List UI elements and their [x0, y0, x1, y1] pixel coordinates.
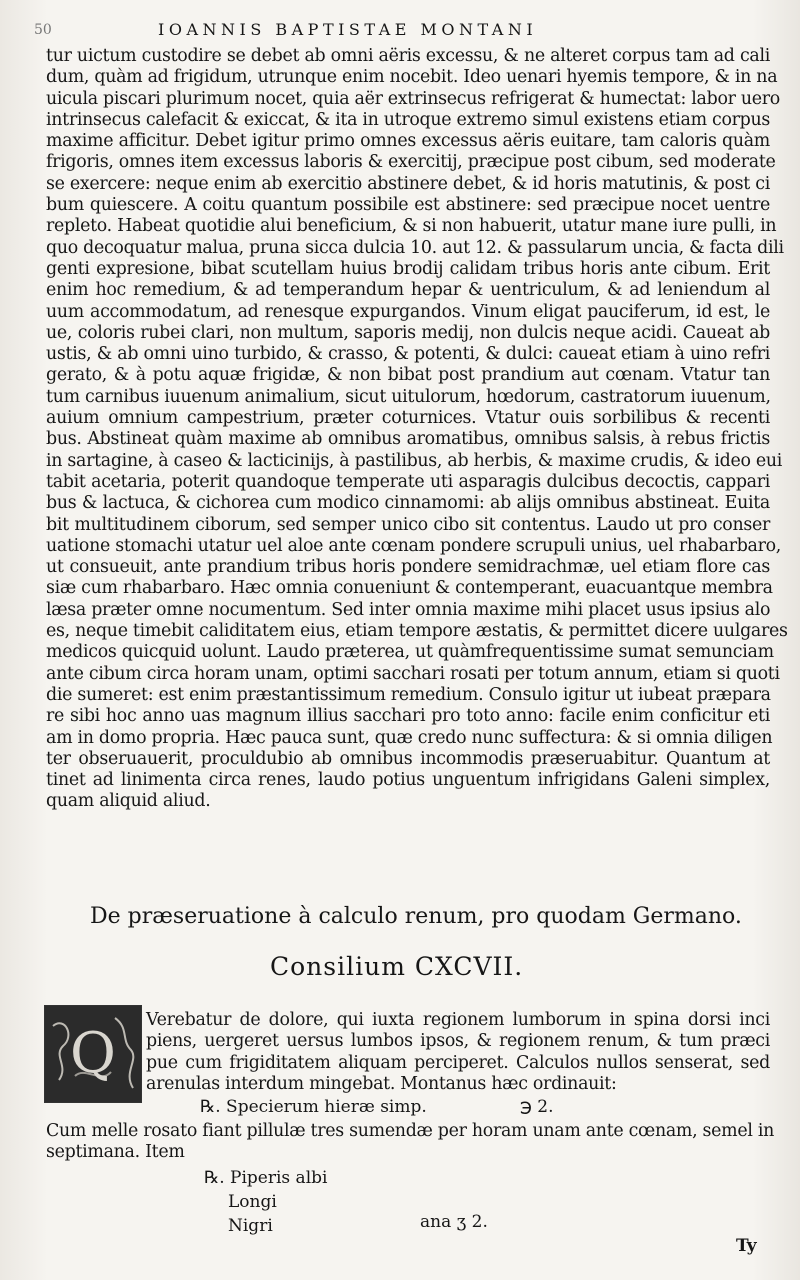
recipe-item: ℞. Piperis albi — [204, 1168, 328, 1188]
text-line: piens, uergeret uersus lumbos ipsos, & regionem renum, & tum præci — [146, 1031, 770, 1052]
running-head: IOANNIS BAPTISTAE MONTANI — [158, 20, 538, 39]
text-line: bus & lactuca, & cichorea cum modico cinnamomi: ab alijs omnibus abstineat. Euita — [46, 493, 770, 514]
text-line: bit multitudinem ciborum, sed semper unico cibo sit contentus. Laudo ut pro conser — [46, 514, 770, 535]
text-line: gerato, & à potu aquæ frigidæ, & non bibat post prandium aut cœnam. Vtatur tan — [46, 365, 770, 386]
text-line: frigoris, omnes item excessus laboris & exercitij, præcipue post cibum, sed moderate — [46, 152, 776, 173]
recipe-item: Longi — [228, 1192, 277, 1212]
text-line: auium omnium campestrium, præter coturnices. Vtatur ouis sorbilibus & recenti — [46, 408, 770, 429]
ornament-icon — [45, 1006, 141, 1102]
text-line: arenulas interdum mingebat. Montanus hæc ordinauit: — [146, 1073, 617, 1094]
recipe-list — [204, 1166, 327, 1238]
text-line: pue cum frigiditatem aliquam perciperet. Calculos nullos senserat, sed — [146, 1052, 770, 1073]
text-line: ue, coloris rubei clari, non multum, saporis medij, non dulcis neque acidi. Caueat ab — [46, 322, 770, 343]
recipe-dose: ana ʒ 2. — [420, 1212, 488, 1232]
main-text-block — [46, 46, 788, 813]
catchword: Ty — [736, 1236, 757, 1256]
text-line: septimana. Item — [46, 1142, 185, 1163]
text-line: uatione stomachi utatur uel aloe ante cœnam pondere scrupuli unius, uel rhabarbaro, — [46, 535, 782, 556]
text-line: ut consueuit, ante prandium tribus horis pondere semidrachmæ, uel etiam flore cas — [46, 557, 770, 578]
recipe-dose: ℈ 2. — [520, 1097, 554, 1117]
section-title: De præseruatione à calculo renum, pro quodam Germano. — [90, 904, 742, 929]
text-line: intrinsecus calefacit & exiccat, & ita in utroque extremo simul existens etiam corpus — [46, 109, 770, 130]
text-line: es, neque timebit caliditatem eius, etiam tempore æstatis, & permittet dicere uulgares — [46, 621, 788, 642]
text-line: in sartagine, à caseo & lacticinijs, à pastilibus, ab herbis, & maxime crudis, & ideo eui — [46, 450, 783, 471]
text-line: uicula piscari plurimum nocet, quia aër extrinsecus refrigerat & humectat: labor uero — [46, 88, 780, 109]
recipe-item: ℞. Specierum hieræ simp. — [200, 1097, 427, 1117]
text-line: re sibi hoc anno uas magnum illius sacchari pro toto anno: facile enim conficitur eti — [46, 706, 770, 727]
text-line: Verebatur de dolore, qui iuxta regionem lumborum in spina dorsi inci — [146, 1010, 770, 1030]
text-line: die sumeret: est enim præstantissimum remedium. Consulo igitur ut iubeat præpara — [46, 684, 771, 705]
text-line: ante cibum circa horam unam, optimi sacchari rosati per totum annum, etiam si quoti — [46, 663, 780, 684]
recipe-item: Nigri — [228, 1216, 273, 1236]
text-line: repleto. Habeat quotidie alui beneficium, & si non habuerit, utatur mane iure pulli, in — [46, 216, 777, 237]
text-line: quo decoquatur malua, pruna sicca dulcia 10. aut 12. & passularum uncia, & facta dili — [46, 237, 784, 258]
text-line: dum, quàm ad frigidum, utrunque enim nocebit. Ideo uenari hyemis tempore, & in na — [46, 67, 778, 88]
text-line: tabit acetaria, poterit quandoque temperate uti asparagis dulcibus decoctis, cappari — [46, 471, 770, 492]
text-line: tum carnibus iuuenum animalium, sicut uitulorum, hœdorum, castratorum iuuenum, — [46, 386, 771, 407]
text-line: tinet ad linimenta circa renes, laudo potius unguentum infrigidans Galeni simplex, — [46, 770, 770, 791]
consilium-heading: Consilium CXCVII. — [270, 952, 524, 981]
text-line: siæ cum rhabarbaro. Hæc omnia conueniunt & contemperant, euacuantque membra — [46, 578, 773, 599]
text-line: am in domo propria. Hæc pauca sunt, quæ credo nunc suffectura: & si omnia diligen — [46, 727, 773, 748]
text-line: maxime afficitur. Debet igitur primo omnes excessus aëris euitare, tam caloris quàm — [46, 131, 770, 152]
case-description — [146, 1010, 770, 1095]
svg-text:Q: Q — [70, 1021, 116, 1086]
text-line: ter obseruauerit, proculdubio ab omnibus incommodis præseruabitur. Quantum at — [46, 748, 770, 769]
text-line: enim hoc remedium, & ad temperandum hepar & uentriculum, & ad leniendum al — [46, 280, 770, 301]
decorated-initial-letter — [44, 1005, 142, 1103]
recipe-instructions — [46, 1121, 775, 1164]
text-line: tur uictum custodire se debet ab omni aëris excessu, & ne alteret corpus tam ad cali — [46, 46, 770, 66]
text-line: quam aliquid aliud. — [46, 791, 211, 812]
text-line: ustis, & ab omni uino turbido, & crasso, & potenti, & dulci: caueat etiam à uino refri — [46, 344, 770, 365]
text-line: medicos quicquid uolunt. Laudo præterea, ut quàmfrequentissime sumat semunciam — [46, 642, 774, 663]
text-line: Cum melle rosato fiant pillulæ tres sumendæ per horam unam ante cœnam, semel in — [46, 1121, 775, 1141]
text-line: læsa præter omne nocumentum. Sed inter omnia maxime mihi placet usus ipsius alo — [46, 599, 771, 620]
text-line: se exercere: neque enim ab exercitio abstinere debet, & id horis matutinis, & post ci — [46, 173, 770, 194]
page-number: 50 — [34, 22, 52, 38]
text-line: bus. Abstineat quàm maxime ab omnibus aromatibus, omnibus salsis, à rebus frictis — [46, 429, 770, 450]
text-line: genti expresione, bibat scutellam huius brodij calidam tribus horis ante cibum. Erit — [46, 258, 770, 279]
text-line: bum quiescere. A coitu quantum possibile est abstinere: sed præcipue nocet uentre — [46, 195, 770, 216]
text-line: uum accommodatum, ad renesque expurgandos. Vinum eligat pauciferum, id est, le — [46, 301, 770, 322]
